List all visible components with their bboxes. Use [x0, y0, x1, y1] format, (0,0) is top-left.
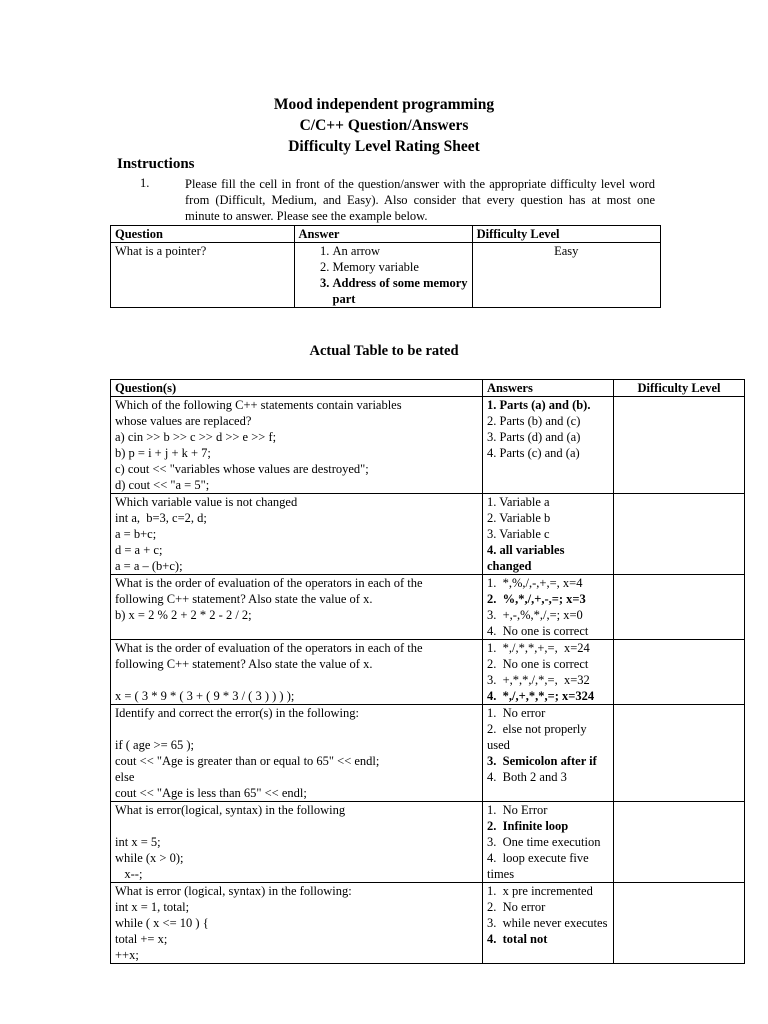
instruction-number: 1.	[140, 176, 150, 190]
header-difficulty-level: Difficulty Level	[614, 380, 745, 397]
answer-option: 4. loop execute five times	[487, 851, 592, 881]
answer-option: 3. while never executes	[487, 916, 608, 930]
answer-option: 1. Variable a	[487, 495, 550, 509]
example-header-question: Question	[111, 226, 295, 243]
difficulty-input-cell[interactable]	[614, 397, 745, 494]
answers-cell	[483, 575, 614, 640]
question-cell: What is error (logical, syntax) in the following: int x = 1, total; while ( x <= 10 ) { total += x; ++x;	[111, 883, 483, 964]
title-line-1: Mood independent programming	[273, 96, 495, 113]
answers-cell	[483, 883, 614, 964]
table-row	[111, 640, 745, 705]
rating-header-row	[111, 380, 745, 397]
example-header-row	[111, 226, 661, 243]
table-row	[111, 575, 745, 640]
header-answers: Answers	[483, 380, 614, 397]
example-answer-2: 2. Memory variable	[333, 259, 468, 275]
table-row	[111, 883, 745, 964]
answer-option: 3. +,*,*,/,*,=, x=32	[487, 673, 590, 687]
question-cell: Which of the following C++ statements contain variables whose values are replaced? a) cin >> b >> c >> d >> e >> f; b) p = i + j + k + 7; c) cout << "variables whose values are destroyed"; d) cout << "a = 5";	[111, 397, 483, 494]
answers-cell	[483, 494, 614, 575]
difficulty-input-cell[interactable]	[614, 494, 745, 575]
table-row	[111, 494, 745, 575]
answer-option: 1. Parts (a) and (b).	[487, 398, 591, 412]
table-row	[111, 397, 745, 494]
table-row	[111, 705, 745, 802]
question-cell: What is error(logical, syntax) in the following int x = 5; while (x > 0); x--;	[111, 802, 483, 883]
answers-cell	[483, 640, 614, 705]
difficulty-input-cell[interactable]	[614, 640, 745, 705]
title-line-3: Difficulty Level Rating Sheet	[288, 138, 480, 155]
answers-cell	[483, 802, 614, 883]
answer-option: 2. Infinite loop	[487, 819, 569, 833]
answer-option: 3. +,-,%,*,/,=; x=0	[487, 608, 583, 622]
example-table	[110, 225, 661, 308]
example-question: What is a pointer?	[111, 243, 295, 308]
section-title: Actual Table to be rated	[309, 343, 459, 359]
answer-option: 4. No one is correct	[487, 624, 589, 638]
answer-option: 1. No error	[487, 706, 546, 720]
answer-option: 2. No error	[487, 900, 546, 914]
difficulty-input-cell[interactable]	[614, 575, 745, 640]
answer-option: 4. total not	[487, 932, 548, 946]
document-title-block	[0, 94, 768, 157]
answer-option: 1. *,%,/,-,+,=, x=4	[487, 576, 583, 590]
answer-option: 2. else not properly used	[487, 722, 590, 752]
answer-option: 2. Variable b	[487, 511, 551, 525]
question-cell: Which variable value is not changed int a, b=3, c=2, d; a = b+c; d = a + c; a = a – (b+c);	[111, 494, 483, 575]
example-difficulty: Easy	[472, 243, 660, 308]
question-cell: Identify and correct the error(s) in the following: if ( age >= 65 ); cout << "Age is greater than or equal to 65" << endl; else cout << "Age is less than 65" << endl;	[111, 705, 483, 802]
answer-option: 1. No Error	[487, 803, 548, 817]
example-row	[111, 243, 661, 308]
example-header-answer: Answer	[294, 226, 472, 243]
example-answers	[294, 243, 472, 308]
answer-option: 3. Semicolon after if	[487, 754, 597, 768]
answers-cell	[483, 397, 614, 494]
answer-option: 4. Parts (c) and (a)	[487, 446, 580, 460]
title-line-2: C/C++ Question/Answers	[299, 117, 469, 134]
answer-option: 3. Parts (d) and (a)	[487, 430, 581, 444]
answers-cell	[483, 705, 614, 802]
difficulty-input-cell[interactable]	[614, 802, 745, 883]
instruction-text: Please fill the cell in front of the question/answer with the appropriate difficulty level word from (Difficult, Medium, and Easy). Also consider that every question has at most one minute to answer. Please see the example below.	[185, 177, 655, 223]
example-answer-1: 1. An arrow	[333, 243, 468, 259]
table-row	[111, 802, 745, 883]
header-questions: Question(s)	[111, 380, 483, 397]
answer-option: 4. all variables changed	[487, 543, 568, 573]
difficulty-input-cell[interactable]	[614, 705, 745, 802]
example-header-difficulty: Difficulty Level	[472, 226, 660, 243]
answer-option: 2. No one is correct	[487, 657, 589, 671]
answer-option: 4. Both 2 and 3	[487, 770, 567, 784]
answer-option: 1. x pre incremented	[487, 884, 593, 898]
rating-table	[110, 379, 745, 964]
answer-option: 1. *,/,*,*,+,=, x=24	[487, 641, 590, 655]
answer-option: 2. Parts (b) and (c)	[487, 414, 581, 428]
answer-option: 3. Variable c	[487, 527, 550, 541]
example-answer-3: 3. Address of some memory part	[333, 275, 468, 307]
answer-option: 4. *,/,+,*,*,=; x=324	[487, 689, 595, 703]
answer-option: 2. %,*,/,+,-,=; x=3	[487, 592, 586, 606]
difficulty-input-cell[interactable]	[614, 883, 745, 964]
question-cell: What is the order of evaluation of the operators in each of the following C++ statement? Also state the value of x. b) x = 2 % 2 + 2 * 2 - 2 / 2;	[111, 575, 483, 640]
instructions-heading: Instructions	[117, 156, 195, 172]
question-cell: What is the order of evaluation of the operators in each of the following C++ statement? Also state the value of x. x = ( 3 * 9 * ( 3 + ( 9 * 3 / ( 3 ) ) ) );	[111, 640, 483, 705]
answer-option: 3. One time execution	[487, 835, 601, 849]
